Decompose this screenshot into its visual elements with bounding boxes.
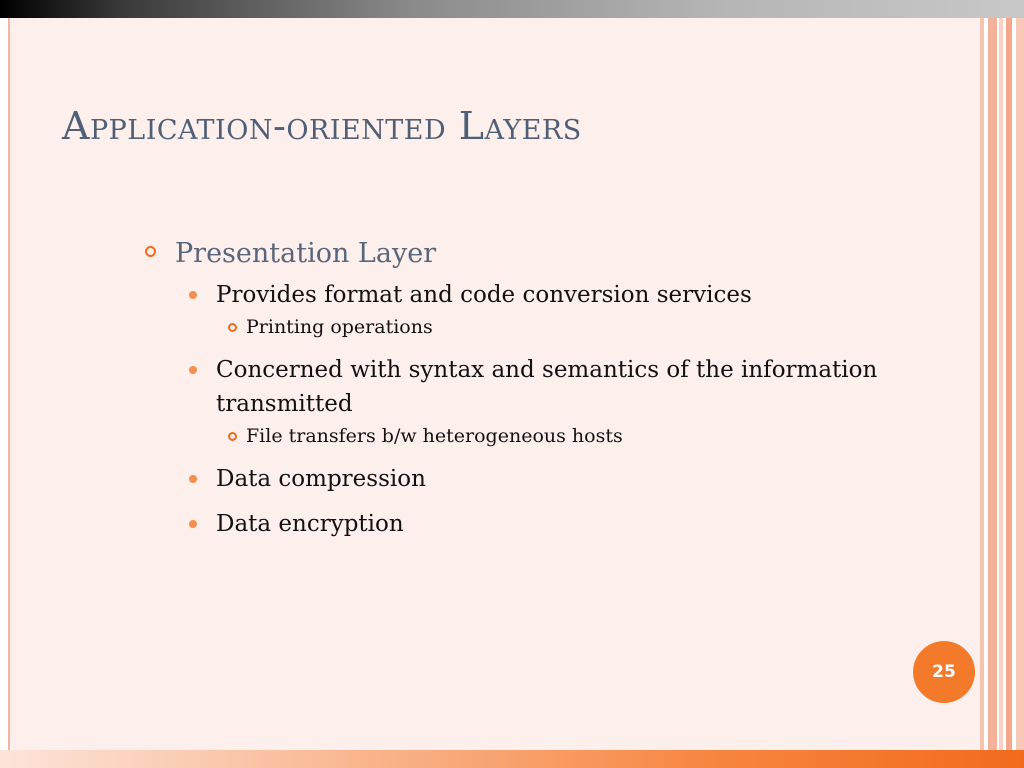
bullet-level3: [140, 312, 900, 342]
point-text: Provides format and code conversion services: [216, 282, 752, 308]
sub-point-text: File transfers b/w heterogeneous hosts: [246, 425, 623, 447]
bullet-level1: [140, 232, 900, 276]
dot-bullet-icon: [189, 475, 197, 483]
section-heading: Presentation Layer: [175, 238, 437, 269]
dot-bullet-icon: [189, 366, 197, 374]
stripe: [1006, 18, 1012, 750]
page-number-badge: 25: [913, 641, 975, 703]
ring-bullet-icon: [228, 432, 237, 441]
bullet-level2: [140, 462, 900, 496]
slide-title: Application-oriented Layers: [62, 104, 582, 148]
stripe: [980, 18, 984, 750]
dot-bullet-icon: [189, 520, 197, 528]
point-text: Data compression: [216, 466, 426, 492]
bullet-level2: [140, 278, 900, 312]
stripe: [999, 18, 1003, 750]
slide-content: [140, 232, 900, 541]
stripe: [1016, 18, 1024, 750]
left-border-line: [8, 18, 10, 750]
sub-point-text: Printing operations: [246, 316, 433, 338]
bottom-decorative-bar: [0, 750, 1024, 768]
ring-bullet-icon: [145, 246, 156, 257]
right-decorative-stripes: [980, 18, 1024, 750]
bullet-level2: [140, 353, 900, 421]
top-decorative-bar: [0, 0, 1024, 18]
point-text: Concerned with syntax and semantics of the information transmitted: [216, 357, 878, 417]
ring-bullet-icon: [228, 323, 237, 332]
stripe: [988, 18, 997, 750]
dot-bullet-icon: [189, 291, 197, 299]
point-text: Data encryption: [216, 511, 404, 537]
bullet-level2: [140, 507, 900, 541]
bullet-level3: [140, 421, 900, 451]
